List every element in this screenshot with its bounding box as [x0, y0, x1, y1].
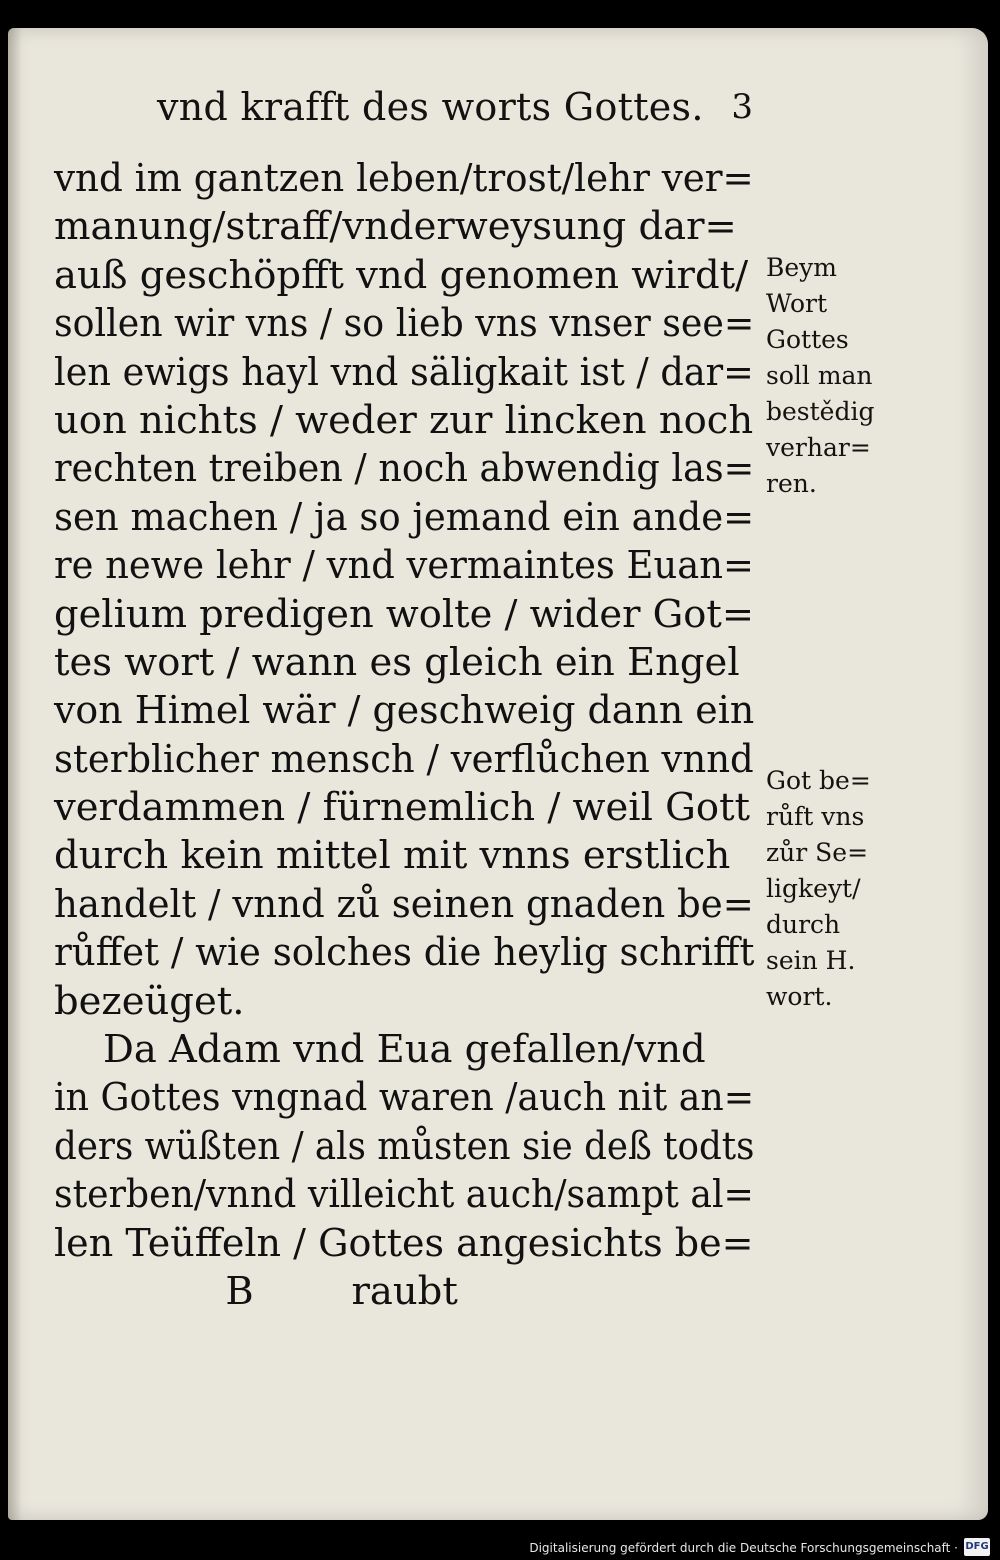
- book-page: [8, 28, 988, 1520]
- text-line: in Gottes vngnad waren /auch nit an=: [54, 1075, 755, 1121]
- text-line: růffet / wie solches die heylig schrifft: [54, 930, 755, 976]
- margin-note-line: Got be=: [766, 766, 871, 795]
- text-line: B raubt: [54, 1268, 458, 1314]
- margin-note-line: durch: [766, 910, 841, 939]
- text-line: len ewigs hayl vnd säligkait ist / dar=: [54, 349, 754, 395]
- text-line: sterben/vnnd villeicht auch/sampt al=: [54, 1172, 754, 1218]
- text-line: verdammen / fürnemlich / weil Gott: [54, 785, 751, 831]
- digitization-credit: Digitalisierung gefördert durch die Deutsche Forschungsgemeinschaft ·: [529, 1541, 958, 1555]
- page-header: [143, 82, 753, 142]
- margin-note-1: [766, 250, 874, 502]
- margin-note-line: Wort: [766, 289, 828, 318]
- text-line: sterblicher mensch / verflůchen vnnd: [54, 736, 754, 782]
- body-text: [54, 155, 754, 1316]
- text-line: durch kein mittel mit vnns erstlich: [54, 833, 731, 879]
- text-line: von Himel wär / geschweig dann ein: [54, 688, 755, 734]
- margin-note-line: Beym: [766, 253, 837, 282]
- margin-note-line: sein H.: [766, 946, 856, 975]
- text-line: re newe lehr / vnd vermaintes Euan=: [54, 543, 754, 589]
- margin-note-2: [766, 763, 871, 1015]
- page-number: 3: [731, 87, 753, 127]
- text-line: rechten treiben / noch abwendig las=: [54, 446, 755, 492]
- text-line: bezeüget.: [54, 978, 245, 1024]
- margin-note-line: růft vns: [766, 802, 865, 831]
- text-line: tes wort / wann es gleich ein Engel: [54, 639, 740, 685]
- running-title: vnd krafft des worts Gottes.: [157, 85, 704, 129]
- text-line: len Teüffeln / Gottes angesichts be=: [54, 1220, 754, 1266]
- dfg-logo: DFG: [964, 1538, 990, 1556]
- text-line: ders wüßten / als můsten sie deß todts: [54, 1123, 755, 1169]
- margin-note-line: soll man: [766, 361, 873, 390]
- text-line: sollen wir vns / so lieb vns vnser see=: [54, 301, 755, 347]
- margin-note-line: bestědig: [766, 397, 875, 426]
- text-line: handelt / vnnd zů seinen gnaden be=: [54, 881, 754, 927]
- text-line: uon nichts / weder zur lincken noch: [54, 397, 754, 443]
- margin-note-line: zůr Se=: [766, 838, 869, 867]
- margin-note-line: ligkeyt/: [766, 874, 861, 903]
- text-line: manung/straff/vnderweysung dar=: [54, 204, 737, 250]
- margin-note-line: Gottes: [766, 325, 849, 354]
- margin-note-line: wort.: [766, 982, 833, 1011]
- text-line: auß geschöpfft vnd genomen wirdt/: [54, 252, 749, 298]
- text-line: gelium predigen wolte / wider Got=: [54, 591, 755, 637]
- margin-note-line: verhar=: [766, 433, 871, 462]
- text-line: sen machen / ja so jemand ein ande=: [54, 494, 755, 540]
- text-line: Da Adam vnd Eua gefallen/vnd: [54, 1027, 706, 1073]
- margin-note-line: ren.: [766, 469, 817, 498]
- text-line: vnd im gantzen leben/trost/lehr ver=: [54, 156, 754, 201]
